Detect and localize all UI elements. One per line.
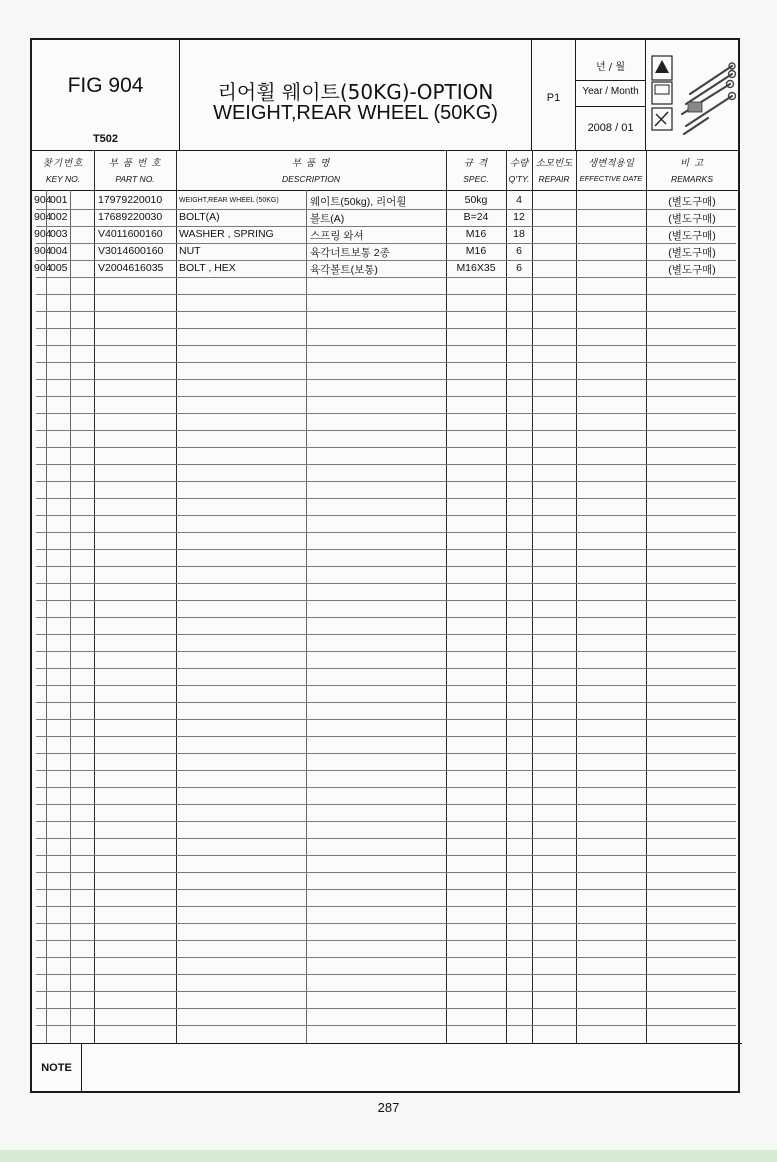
ruled-line [36,787,736,788]
ruled-line [36,379,736,380]
col-key-ko: 찾기번호 [42,158,84,169]
cell-fig: 904 [34,194,52,206]
ruled-line [36,515,736,516]
col-divider [646,150,647,1043]
col-divider [532,150,533,1043]
cell-spec: M16X35 [456,262,496,274]
fig-cell [32,40,180,150]
page-number: 287 [377,1100,400,1115]
cell-remarks: (별도구매) [668,264,716,276]
ruled-line [36,651,736,652]
ruled-line [36,600,736,601]
cell-desc-en: WASHER , SPRING [179,228,274,240]
fig-number: FIG 904 [67,74,144,97]
cell-part-no: 17689220030 [98,211,163,223]
warning-sign-icon [655,60,669,73]
cell-qty: 4 [516,194,522,206]
ruled-line [36,413,736,414]
col-remarks [646,150,738,190]
cell-fig: 904 [34,245,52,257]
ruled-line [36,294,736,295]
col-spec-ko: 규 격 [463,158,489,169]
ruled-line [36,685,736,686]
ruled-line [36,770,736,771]
ruled-line [36,736,736,737]
ruled-line [36,362,736,363]
cell-part-no: V3014600160 [98,245,164,257]
ruled-line [36,532,736,533]
table-row [32,243,738,260]
title-english: WEIGHT,REAR WHEEL (50KG) [213,102,498,124]
col-key-en: KEY NO. [45,174,81,184]
col-part-ko: 부 품 번 호 [108,158,162,169]
cell-spec: M16 [465,245,487,257]
cell-remarks: (별도구매) [668,247,716,259]
ruled-line [36,753,736,754]
cell-part-no: V2004616035 [98,262,164,274]
note-area [32,1043,742,1093]
ruled-line [36,464,736,465]
col-spec [446,150,506,190]
date-label-korean: 년 / 월 [595,62,626,73]
cell-desc-ko: 육각볼트(보통) [310,264,378,276]
cell-fig: 904 [34,211,52,223]
ruled-line [36,821,736,822]
ruled-line [36,702,736,703]
ruled-line [36,940,736,941]
ruled-line [36,1008,736,1009]
tractor-icon [655,85,669,94]
col-eff-en: EFFECTIVE DATE [579,174,643,183]
date-label-english: Year / Month [582,86,639,97]
model-code: T502 [92,133,119,145]
ruled-line [36,957,736,958]
cell-spec: B=24 [463,211,489,223]
cell-part-no: 17979220010 [98,194,163,206]
cell-spec: 50kg [464,194,488,206]
cell-desc-en: NUT [179,245,201,257]
cell-spec: M16 [465,228,487,240]
ruled-line [36,583,736,584]
ruled-line [36,277,736,278]
ruled-line [36,991,736,992]
cell-qty: 6 [516,245,522,257]
page-cell [532,40,576,150]
ruled-line [36,974,736,975]
cell-qty: 6 [516,262,522,274]
ruled-line [36,549,736,550]
ruled-line [36,719,736,720]
date-divider [576,106,645,107]
cell-key: 003 [50,228,68,240]
note-label: NOTE [32,1044,82,1092]
cell-key: 005 [50,262,68,274]
cell-remarks: (별도구매) [668,230,716,242]
parts-sheet [30,38,740,1093]
col-qty-ko: 수량 [509,158,529,169]
ruled-line [36,566,736,567]
cell-fig: 904 [34,262,52,274]
table-row [32,209,738,226]
col-divider [176,150,177,1043]
ruled-line [36,498,736,499]
col-qty-en: Q'TY. [508,174,530,184]
ruled-line [36,1025,736,1026]
cell-desc-ko: 스프링 와셔 [310,230,364,242]
cell-part-no: V4011600160 [98,228,163,240]
ruled-line [36,923,736,924]
title-korean: 리어휠 웨이트(50KG)-OPTION [217,80,494,104]
cell-fig: 904 [34,228,52,240]
col-divider [94,150,95,1043]
col-repair [532,150,576,190]
table-row [32,192,738,209]
cell-desc-ko: 웨이트(50kg), 리어휠 [310,196,407,208]
col-divider [576,150,577,1043]
cell-key: 002 [50,211,68,223]
date-value: 2008 / 01 [587,122,634,134]
ruled-line [36,311,736,312]
cell-desc-en: BOLT(A) [179,211,220,223]
tools-illustration-icon [646,40,738,148]
cell-remarks: (별도구매) [668,213,716,225]
col-rem-en: REMARKS [670,174,714,184]
cell-qty: 18 [513,228,525,240]
col-rem-ko: 비 고 [679,158,705,169]
date-cell [576,40,646,150]
col-eff-ko: 생변적용일 [588,158,634,169]
ruled-line [36,634,736,635]
col-part-en: PART NO. [115,174,155,184]
col-repair-en: REPAIR [538,174,570,184]
col-divider [446,150,447,1043]
cell-qty: 12 [513,211,525,223]
ruled-line [36,328,736,329]
ruled-line [36,838,736,839]
ruled-line [36,396,736,397]
scan-edge [0,1150,777,1162]
ruled-line [36,617,736,618]
ruled-line [36,804,736,805]
ruled-line [36,430,736,431]
cell-desc-ko: 육각너트보통 2종 [310,247,390,259]
ruled-line [36,345,736,346]
illustration-cell [646,40,738,150]
col-desc-en: DESCRIPTION [281,174,341,184]
col-key [32,150,94,190]
col-qty [506,150,532,190]
ruled-line [36,872,736,873]
column-headers [32,150,738,191]
date-divider [576,80,645,81]
ruled-line [36,906,736,907]
ruled-line [36,481,736,482]
table-row [32,260,738,277]
sheet-header [32,40,738,151]
cell-desc-en: WEIGHT,REAR WHEEL (50KG) [179,197,279,204]
cell-desc-ko: 볼트(A) [310,213,345,225]
cell-key: 004 [50,245,68,257]
cell-remarks: (별도구매) [668,196,716,208]
col-spec-en: SPEC. [463,174,489,184]
cell-desc-en: BOLT , HEX [179,262,236,274]
col-description [176,150,446,190]
col-divider [506,150,507,1043]
cell-key: 001 [50,194,68,206]
col-repair-ko: 소모빈도 [535,158,573,169]
col-effective-date [576,150,646,190]
ruled-line [36,668,736,669]
table-row [32,226,738,243]
title-cell [180,40,532,150]
ruled-line [36,447,736,448]
ruled-line [36,855,736,856]
page-label: P1 [546,92,561,104]
col-desc-ko: 부 품 명 [291,158,331,169]
col-part [94,150,176,190]
ruled-line [36,889,736,890]
